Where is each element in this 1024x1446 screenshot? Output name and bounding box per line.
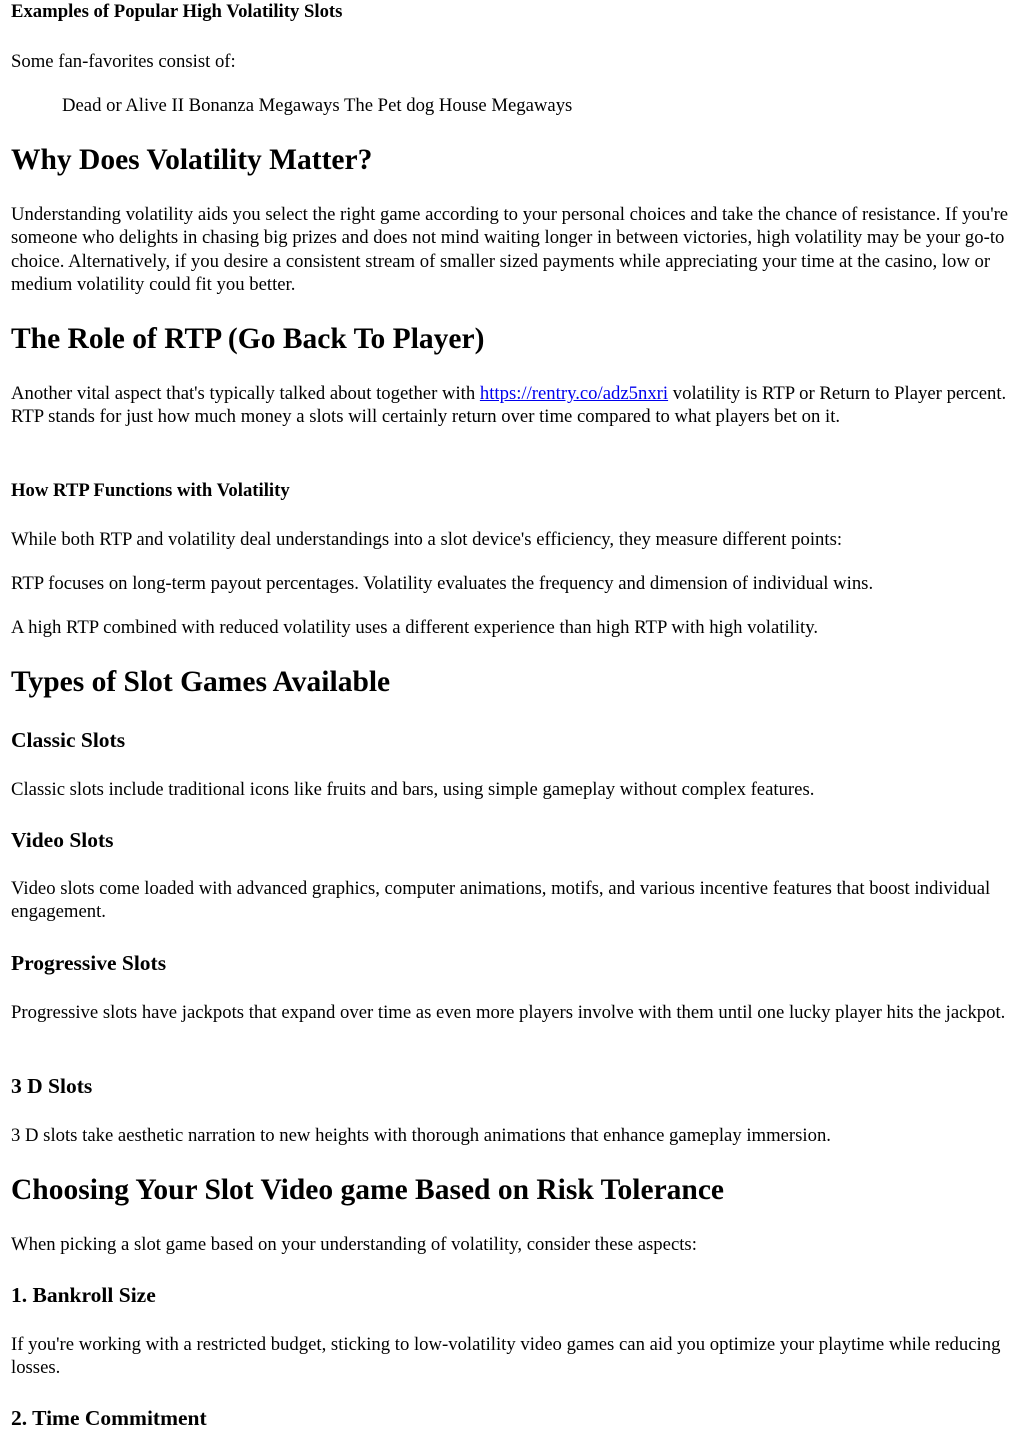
classic-slots-heading: Classic Slots: [11, 728, 126, 752]
why-heading: Why Does Volatility Matter?: [11, 144, 373, 176]
three-d-slots-heading: 3 D Slots: [11, 1074, 93, 1098]
rtp-functions-p3: A high RTP combined with reduced volatility uses a different experience than high RTP with high volatility.: [11, 617, 819, 638]
progressive-slots-text: Progressive slots have jackpots that expand over time as even more players involve with them until one lucky player hits the jackpot.: [11, 1002, 1006, 1023]
video-slots-text: Video slots come loaded with advanced graphics, computer animations, motifs, and various incentive features that boost individual engagement.: [11, 878, 991, 923]
examples-heading: Examples of Popular High Volatility Slots: [11, 1, 343, 22]
three-d-slots-text: 3 D slots take aesthetic narration to new heights with thorough animations that enhance gameplay immersion.: [11, 1125, 831, 1146]
time-commitment-heading: 2. Time Commitment: [11, 1406, 207, 1430]
video-slots-heading: Video Slots: [11, 828, 114, 852]
rtp-paragraph: [11, 382, 1013, 429]
bankroll-size-heading: 1. Bankroll Size: [11, 1283, 156, 1307]
why-paragraph: Understanding volatility aids you select the right game according to your personal choices and take the chance of resistance. If you're someone who delights in chasing big prizes and does not mind waiting longer in between victories, high volatility may be your go-to choice. Alternatively, if you desire a consistent stream of smaller sized payments while appreciating your time at the casino, low or medium volatility could fit you better.: [11, 204, 1009, 295]
types-heading: Types of Slot Games Available: [11, 666, 391, 698]
examples-intro: Some fan-favorites consist of:: [11, 51, 236, 72]
choosing-heading: Choosing Your Slot Video game Based on Risk Tolerance: [11, 1174, 725, 1206]
rtp-paragraph-before: Another vital aspect that's typically talked about together with: [11, 383, 480, 404]
classic-slots-text: Classic slots include traditional icons like fruits and bars, using simple gameplay without complex features.: [11, 779, 815, 800]
rtp-functions-p1: While both RTP and volatility deal understandings into a slot device's efficiency, they measure different points:: [11, 529, 843, 550]
rtp-functions-heading: How RTP Functions with Volatility: [11, 480, 290, 501]
progressive-slots-heading: Progressive Slots: [11, 951, 167, 975]
rtp-functions-p2: RTP focuses on long-term payout percentages. Volatility evaluates the frequency and dimension of individual wins.: [11, 573, 874, 594]
rentry-link[interactable]: https://rentry.co/adz5nxri: [479, 383, 669, 404]
bankroll-size-text: If you're working with a restricted budget, sticking to low-volatility video games can aid you optimize your playtime while reducing losses.: [11, 1334, 1001, 1379]
examples-list: Dead or Alive II Bonanza Megaways The Pet dog House Megaways: [62, 95, 573, 116]
choosing-intro: When picking a slot game based on your understanding of volatility, consider these aspects:: [11, 1234, 697, 1255]
rtp-paragraph-after: volatility is RTP or Return to Player percent. RTP stands for just how much money a slots will certainly return over time compared to what players bet on it.: [11, 383, 1007, 428]
rtp-heading: The Role of RTP (Go Back To Player): [11, 323, 485, 355]
